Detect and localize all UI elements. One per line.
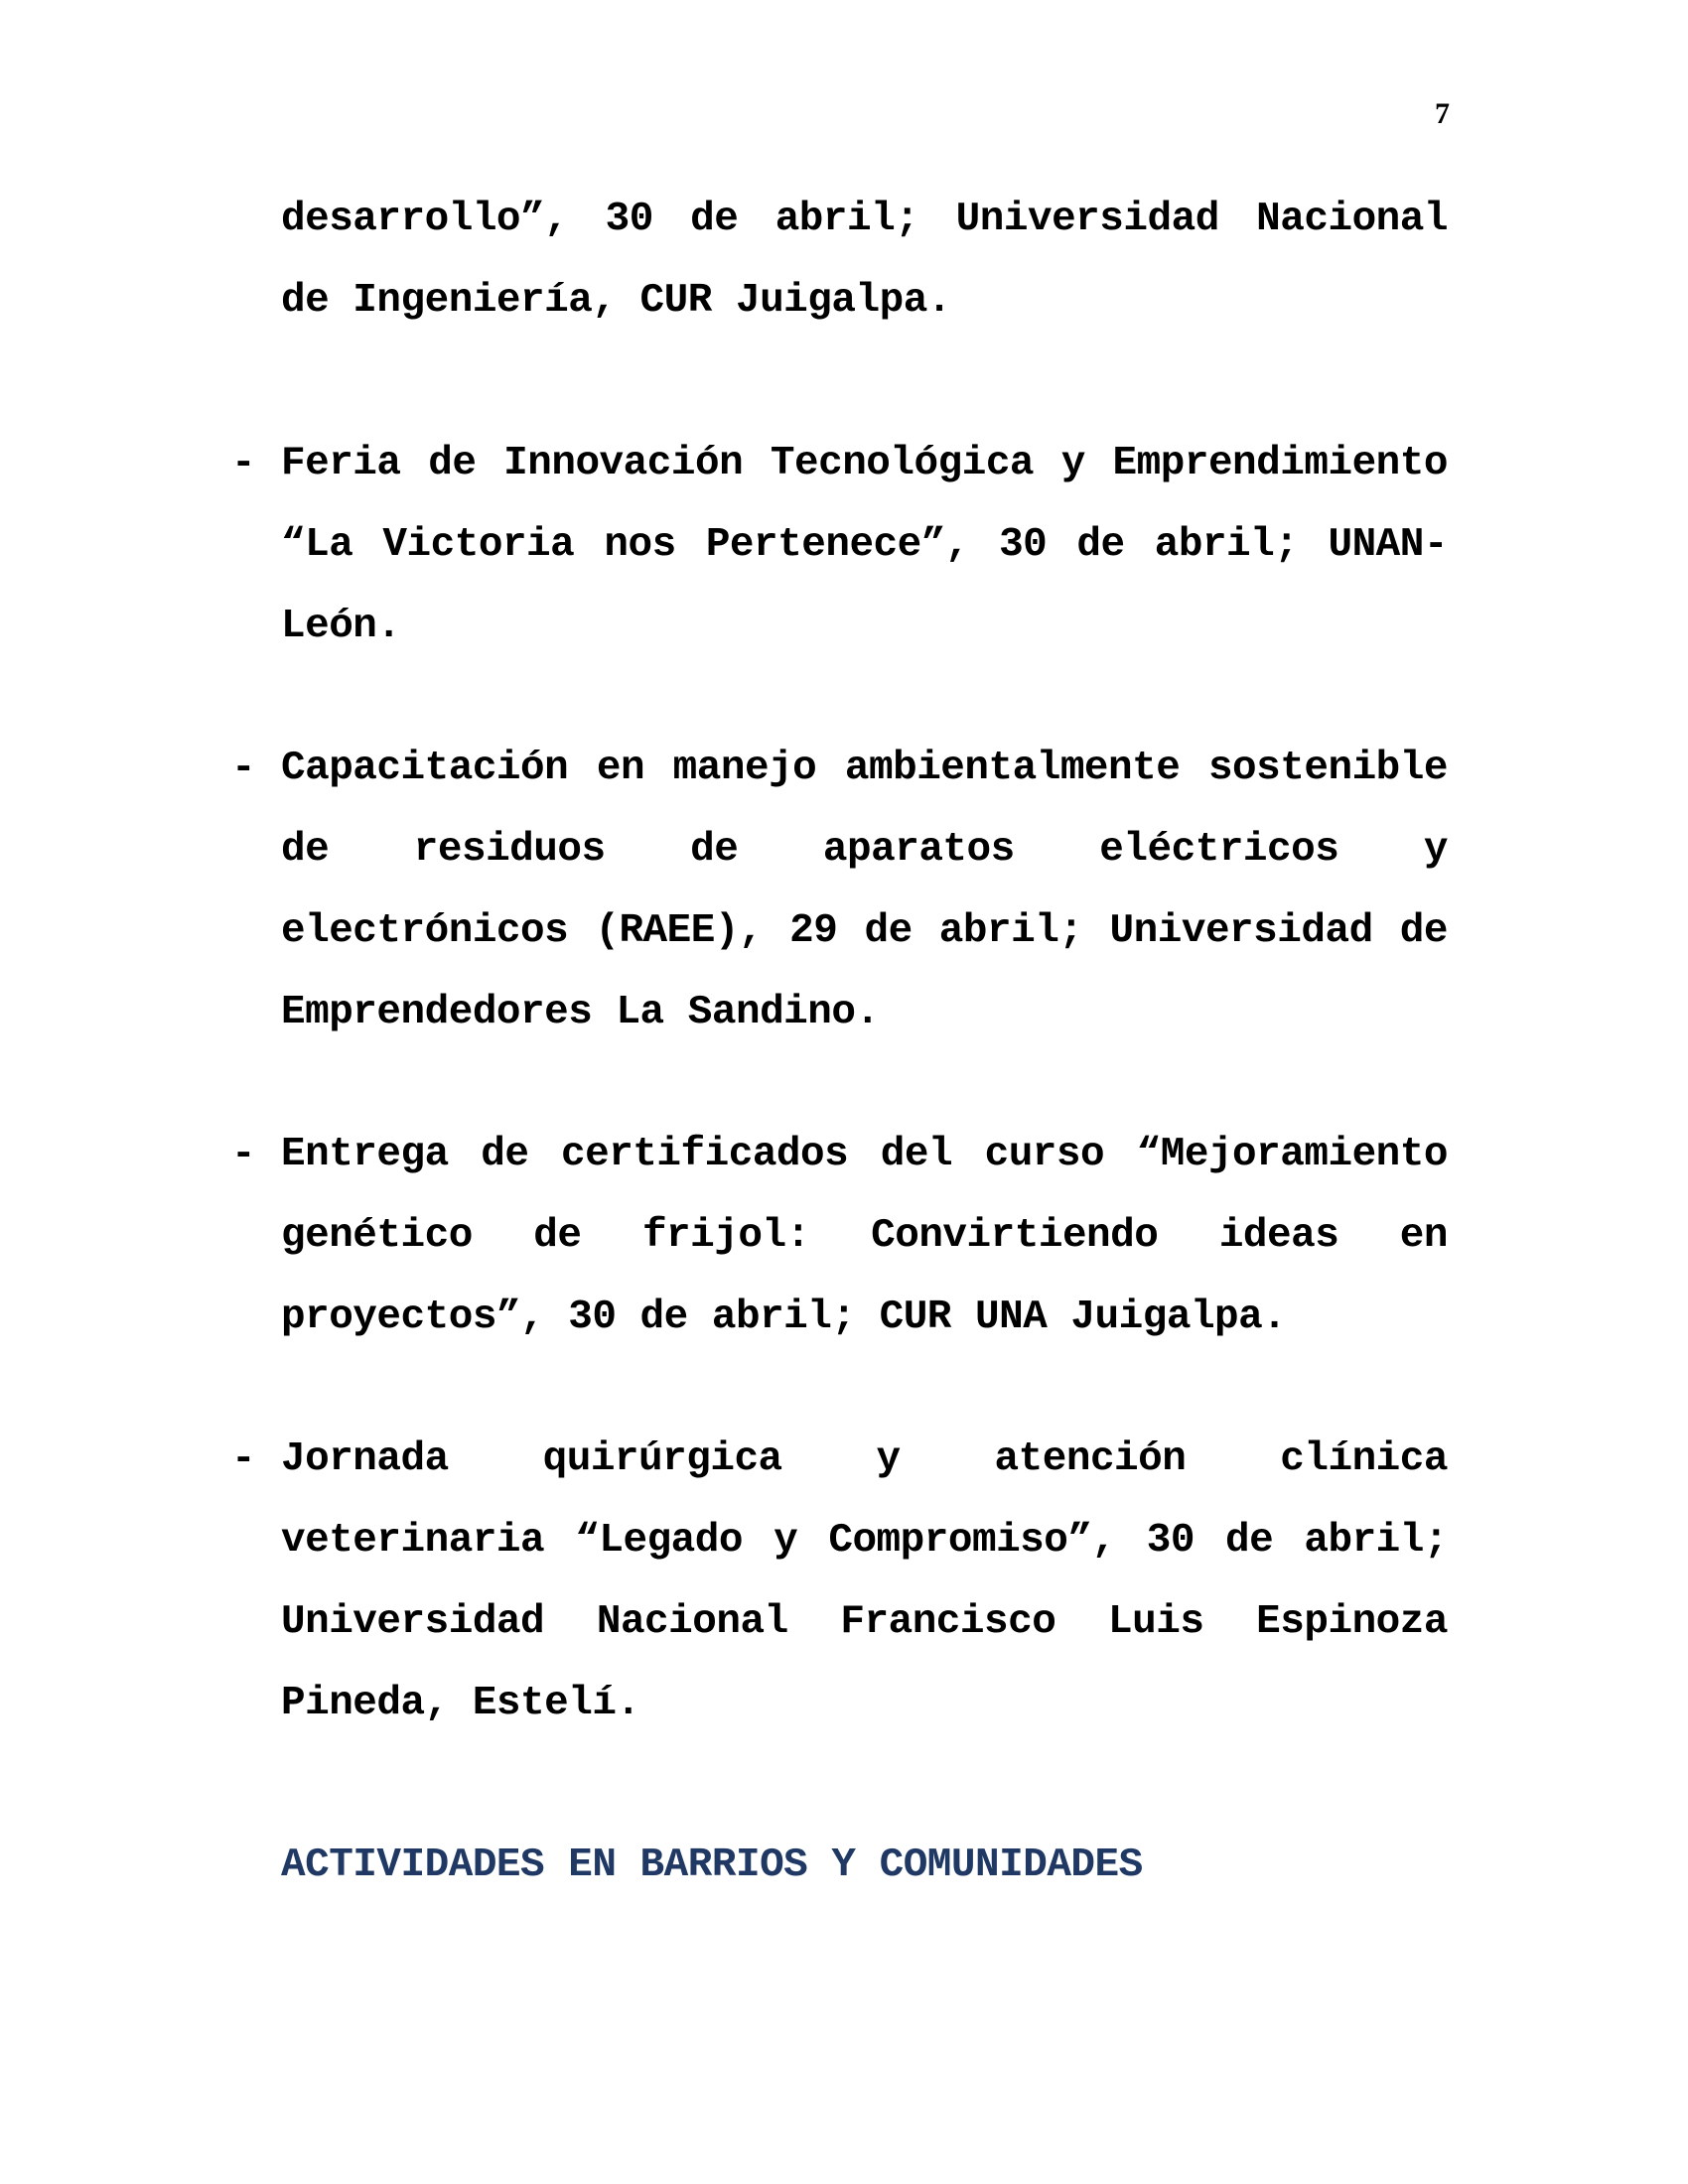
list-item <box>231 1419 1448 1744</box>
list-dash: - <box>231 746 256 791</box>
section-heading: ACTIVIDADES EN BARRIOS Y COMUNIDADES <box>281 1843 1143 1888</box>
list-dash: - <box>231 1132 256 1177</box>
list-item-text: Feria de Innovación Tecnológica y Emprendimiento “La Victoria nos Pertenece”, 30 de abril; UNAN-León. <box>281 441 1448 649</box>
continuation-paragraph <box>281 179 1448 341</box>
list-item-text: Jornada quirúrgica y atención clínica veterinaria “Legado y Compromiso”, 30 de abril; Universidad Nacional Francisco Luis Espinoza Pineda, Estelí. <box>281 1436 1448 1726</box>
list-dash: - <box>231 441 256 486</box>
list-item <box>231 423 1448 667</box>
list-dash: - <box>231 1436 256 1482</box>
continuation-text: desarrollo”, 30 de abril; Universidad Nacional de Ingeniería, CUR Juigalpa. <box>281 197 1448 324</box>
list-item <box>231 728 1448 1053</box>
page-number: 7 <box>1435 97 1450 130</box>
list-item-text: Entrega de certificados del curso “Mejoramiento genético de frijol: Convirtiendo ideas en proyectos”, 30 de abril; CUR UNA Juigalpa. <box>281 1132 1448 1340</box>
list-item <box>231 1114 1448 1358</box>
list-item-text: Capacitación en manejo ambientalmente sostenible de residuos de aparatos eléctricos y electrónicos (RAEE), 29 de abril; Universidad de Emprendedores La Sandino. <box>281 746 1448 1035</box>
